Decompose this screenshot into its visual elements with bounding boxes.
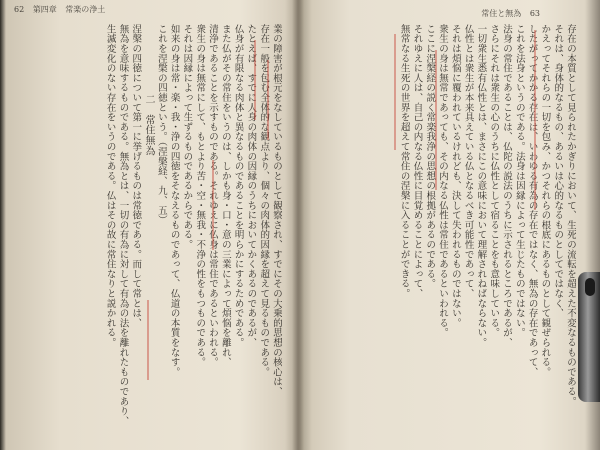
left-running-title: 常楽の浄土 bbox=[65, 5, 106, 14]
right-running-title: 常住と無為 bbox=[481, 9, 522, 18]
left-line: たとえば、すでに人身の肉体の因縁のうちにおいてかくあるのであるが、 bbox=[245, 24, 257, 348]
right-line: これを法身というのである。法身は因縁によって生じたものではない。 bbox=[513, 24, 525, 338]
right-line: さらにそれは衆生の心のうちに仏性として宿ることをも意味している。 bbox=[488, 24, 500, 338]
left-page-text bbox=[10, 24, 282, 429]
book-gutter bbox=[292, 0, 304, 450]
left-line: 生滅変化のない存在をいうのである。仏はその故に常住なりと説かれる。 bbox=[104, 24, 116, 348]
left-page-number: 62 bbox=[14, 5, 25, 14]
right-line: したがってかかる存在は、いわゆる有為の存在ではなく、無為の存在であって、 bbox=[526, 24, 538, 377]
left-line: 業の障害が根元をなしているものとして観察され、すでにその大乗的思想の核心は、 bbox=[271, 24, 282, 397]
right-line: 仏性とは衆生が本来具えている仏となるべき可能性であって、 bbox=[462, 24, 474, 299]
binder-clip-hole bbox=[585, 278, 595, 296]
right-page bbox=[318, 24, 576, 429]
section-heading: 二 常住無為 bbox=[143, 94, 155, 156]
right-line: それは煩悩に覆われているけれども、決して失われるものではない。 bbox=[449, 24, 461, 328]
left-line: 清浄であることを示すものである。それゆえに仏身は常住であるといわれる。 bbox=[207, 24, 219, 367]
right-page-number: 63 bbox=[529, 9, 540, 18]
right-line: 無常なる生死の世界を超えて常住の涅槃に入ることができる。 bbox=[398, 24, 410, 299]
left-page bbox=[10, 24, 282, 429]
left-line: それは因縁によって生ずるものであるからである。 bbox=[181, 24, 193, 250]
left-line: また仏がその常住をいうのは、しかも身・口・意の三業によって煩悩を離れ、 bbox=[219, 24, 231, 367]
right-line: ここに涅槃経の説く常楽我浄の思想の根拠があるのである。 bbox=[424, 24, 436, 289]
left-chapter-label: 第四章 bbox=[32, 5, 57, 14]
left-line: 仏身が有限なる肉体と異なるものであることを明らかにするためである。 bbox=[232, 24, 244, 348]
right-running-head bbox=[470, 8, 540, 20]
right-page-text bbox=[318, 24, 576, 429]
left-line: 涅槃の四徳について第一に挙げるものは常徳である。而して常とは、 bbox=[130, 24, 142, 328]
right-line: 法身の常住であることは、仏陀の説法のうちに示されるところであるが、 bbox=[501, 24, 513, 348]
right-line: 存在の本質として見られたかぎりにおいて、生死の流転を超えた不変なるものである。 bbox=[565, 24, 576, 407]
left-line: 衆生の身は無常にして、もとより苦・空・無我・不浄の性をもつものである。 bbox=[194, 24, 206, 367]
left-line: これを涅槃の四徳という。（涅槃経、九、五） bbox=[155, 24, 167, 226]
right-line: かえってそれらの一切を包み、かつそれらの根底にあるものとして観ぜられる。 bbox=[539, 24, 551, 377]
left-line: 如来の身は常・楽・我・浄の四徳をそなえるものであって、仏道の本質をなす。 bbox=[168, 24, 180, 377]
right-line: それは、身体的なるもの、あるいは心的なるものとしてではなく、 bbox=[552, 24, 564, 318]
left-running-head bbox=[14, 4, 294, 16]
right-line: 衆生の身は無常であっても、その内なる仏性は常住であるといわれる。 bbox=[437, 24, 449, 338]
left-line: 無為を意味するものである。無為とは、一切の有為に対して有為の法を離れたものであり、 bbox=[117, 24, 129, 426]
left-line: 存在一般を包む全体的な観点より、個々の肉体的因縁を超えて見るものである。 bbox=[258, 24, 270, 377]
right-line: 一切衆生悉有仏性とは、まさにこの意味において理解されねばならない。 bbox=[475, 24, 487, 348]
right-line: それゆえに人は、自己の内なる仏性に目覚めることによって、 bbox=[411, 24, 423, 299]
